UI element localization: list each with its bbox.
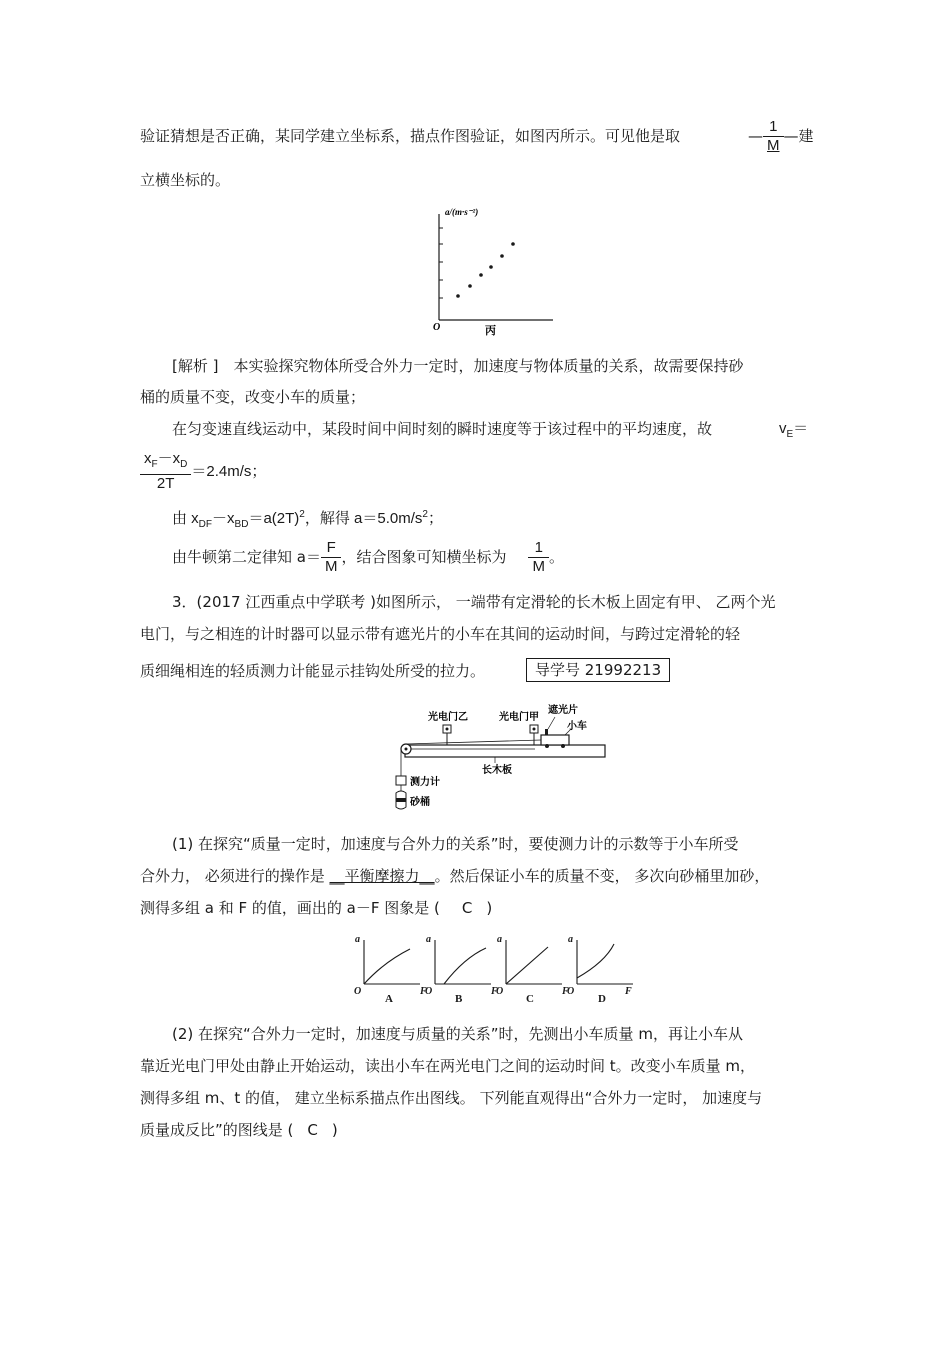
data-point bbox=[479, 273, 483, 277]
figure-graphs bbox=[350, 932, 640, 1007]
p1-text: 验证猜想是否正确，某同学建立坐标系，描点作图验证，如图丙所示。可见他是取 bbox=[140, 127, 681, 145]
force-meter bbox=[396, 776, 406, 785]
q3-2-line4: 质量成反比”的图线是 ( C ) bbox=[140, 1121, 338, 1139]
label-gate-a: 光电门甲 bbox=[499, 712, 539, 723]
answer-choice: C bbox=[461, 899, 473, 917]
graph-a-xlabel: F bbox=[420, 986, 427, 997]
long-board bbox=[405, 745, 605, 757]
answer-1: __平衡摩擦力__ bbox=[329, 867, 435, 885]
data-point bbox=[456, 294, 460, 298]
analysis-line6: 由牛顿第二定律知 a＝ $\frac{F}{M}$ ，结合图象可知横坐标为 $\frac{1}{M}$ 。 bbox=[172, 539, 564, 575]
analysis-line5: 由 $x_{DF}-x_{BD}=a(2T)^2$，解得 $a=5.0m/s^2$； bbox=[172, 509, 443, 530]
graph-c-origin: O bbox=[496, 986, 504, 997]
label-bucket: 砂桶 bbox=[410, 797, 430, 808]
label-board: 长木板 bbox=[482, 765, 512, 776]
figure-caption: 丙 bbox=[485, 324, 496, 337]
analysis-line2: 桶的质量不变，改变小车的质量； bbox=[140, 388, 366, 406]
q3-1-line2: 合外力， 必须进行的操作是 __平衡摩擦力__。然后保证小车的质量不变， 多次向砂桶里加砂， bbox=[140, 867, 770, 885]
label-shade: 遮光片 bbox=[548, 705, 578, 716]
p1-line2: 立横坐标的。 bbox=[140, 171, 231, 189]
figure-apparatus bbox=[395, 703, 625, 815]
q3-line1: 3．(2017 江西重点中学联考 )如图所示， 一端带有定滑轮的长木板上固定有甲、 乙两个光 bbox=[172, 593, 776, 611]
q3-2-line3: 测得多组 m、t 的值， 建立坐标系描点作出图线。 下列能直观得出“合外力一定时， 加速度与 bbox=[140, 1089, 763, 1107]
graph-d bbox=[577, 940, 633, 984]
graph-a bbox=[364, 940, 420, 984]
y-ticks bbox=[439, 228, 443, 298]
graph-c-xlabel: F bbox=[562, 986, 569, 997]
graph-b-xlabel: F bbox=[491, 986, 498, 997]
figure-bing bbox=[425, 200, 565, 345]
analysis-line4: $\frac{x_F-x_D}{2T}$ ＝2.4m/s； bbox=[140, 450, 266, 493]
data-points bbox=[456, 242, 515, 298]
origin-label: O bbox=[433, 322, 441, 333]
data-point bbox=[511, 242, 515, 246]
y-axis-label: a/(m·s⁻²) bbox=[445, 207, 479, 217]
q3-1-line1: (1) 在探究“质量一定时，加速度与合外力的关系”时，要使测力计的示数等于小车所受 bbox=[172, 835, 739, 853]
p1-after: 建 bbox=[798, 127, 814, 145]
graph-b-origin: O bbox=[425, 986, 433, 997]
cart bbox=[541, 735, 569, 745]
graph-c bbox=[506, 940, 562, 984]
graph-d-origin: O bbox=[567, 986, 575, 997]
graph-a-ylabel: a bbox=[355, 934, 360, 945]
analysis-line3-tail: $v_E=$ bbox=[779, 420, 809, 440]
graph-d-ylabel: a bbox=[568, 934, 573, 945]
p1-fraction: — $\frac{1}{M}$ —建 bbox=[748, 118, 814, 154]
axes bbox=[439, 214, 553, 320]
frac-num: 1 bbox=[763, 118, 784, 137]
graph-c-ylabel: a bbox=[497, 934, 502, 945]
data-point bbox=[500, 254, 504, 258]
q3-1-line3: 测得多组 a 和 F 的值，画出的 a－F 图象是 ( C ) bbox=[140, 899, 493, 917]
graph-b-label: B bbox=[455, 993, 463, 1005]
q3-2-line1: (2) 在探究“合外力一定时，加速度与质量的关系”时，先测出小车质量 m，再让小车从 bbox=[172, 1025, 743, 1043]
q3-code-box: 导学号 21992213 bbox=[526, 658, 670, 682]
graph-a-origin: O bbox=[354, 986, 362, 997]
graph-d-label: D bbox=[598, 993, 606, 1005]
q3-line3: 质细绳相连的轻质测力计能显示挂钩处所受的拉力。 bbox=[140, 662, 486, 680]
data-point bbox=[489, 265, 493, 269]
q3-2-line2: 靠近光电门甲处由静止开始运动，读出小车在两光电门之间的运动时间 t。改变小车质量 m， bbox=[140, 1057, 756, 1075]
graph-d-xlabel: F bbox=[625, 986, 632, 997]
graph-a-label: A bbox=[385, 993, 393, 1005]
answer-choice-2: C bbox=[307, 1121, 318, 1139]
analysis-line3: 在匀变速直线运动中，某段时间中间时刻的瞬时速度等于该过程中的平均速度，故 bbox=[172, 420, 713, 438]
frac-den: M bbox=[767, 137, 780, 154]
q3-line2: 电门，与之相连的计时器可以显示带有遮光片的小车在其间的运动时间，与跨过定滑轮的轻 bbox=[140, 625, 741, 643]
label-gate-b: 光电门乙 bbox=[428, 712, 468, 723]
graph-b bbox=[435, 940, 491, 984]
graph-b-ylabel: a bbox=[426, 934, 431, 945]
analysis-line1: [解析 ] 本实验探究物体所受合外力一定时，加速度与物体质量的关系，故需要保持砂 bbox=[172, 357, 744, 375]
data-point bbox=[468, 284, 472, 288]
graph-c-label: C bbox=[526, 993, 534, 1005]
label-cart: 小车 bbox=[567, 721, 587, 732]
label-meter: 测力计 bbox=[410, 777, 440, 788]
